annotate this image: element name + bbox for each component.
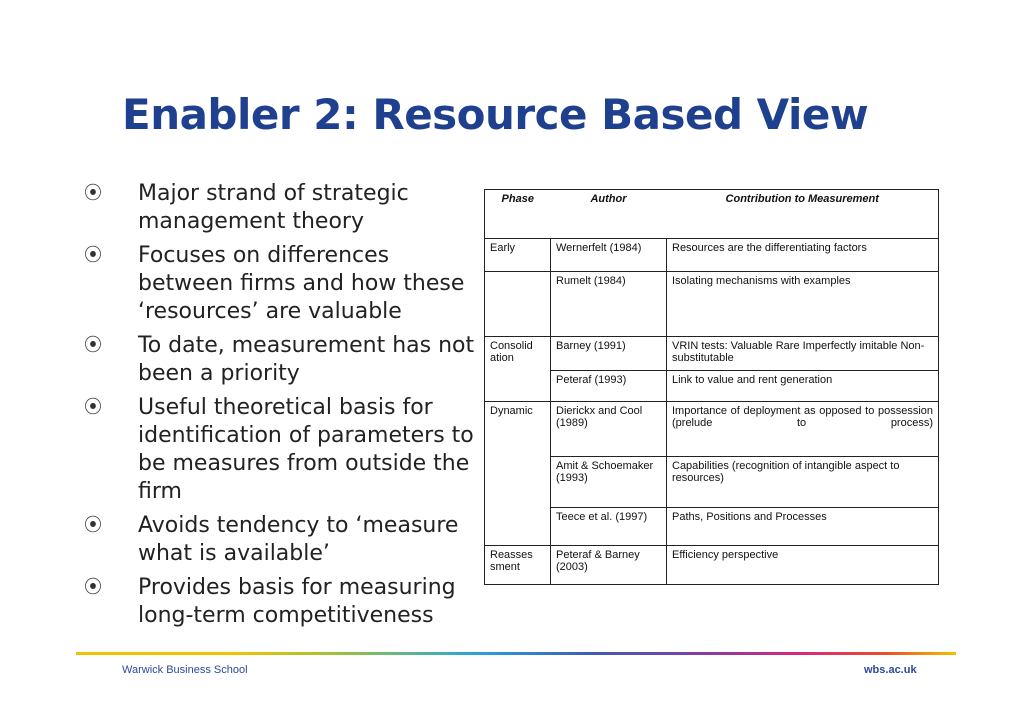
bullet-text: To date, measurement has not been a priority [138,333,475,386]
cell-phase [485,457,551,508]
cell-contribution: Paths, Positions and Processes [667,508,939,546]
circled-dot-icon: ⦿ [84,577,102,598]
slide-title: Enabler 2: Resource Based View [122,90,869,139]
table-row [485,239,939,272]
cell-contribution: Efficiency perspective [667,546,939,585]
cell-phase [485,272,551,337]
cell-author: Amit & Schoemaker (1993) [551,457,667,508]
bullet-item [84,574,476,630]
bullet-item [84,242,476,326]
bullet-text: Major strand of strategic management theory [138,181,409,234]
footer-rule [76,652,956,655]
cell-contribution: VRIN tests: Valuable Rare Imperfectly imitable Non-substitutable [667,337,939,371]
header-author: Author [551,190,667,239]
cell-author: Peteraf & Barney (2003) [551,546,667,585]
header-contribution: Contribution to Measurement [667,190,939,239]
cell-author: Teece et al. (1997) [551,508,667,546]
cell-author: Barney (1991) [551,337,667,371]
bullet-item [84,180,476,236]
table-row [485,546,939,585]
bullet-item [84,394,476,506]
cell-author: Peteraf (1993) [551,371,667,402]
bullet-text: Useful theoretical basis for identification of parameters to be measures from outside the firm [138,395,474,504]
header-phase: Phase [485,190,551,239]
bullet-list [84,180,476,636]
bullet-text: Provides basis for measuring long-term competitiveness [138,575,456,628]
footer-school-name: Warwick Business School [122,664,248,676]
cell-phase [485,371,551,402]
bullet-text: Focuses on differences between firms and how these ‘resources’ are valuable [138,243,465,324]
table-row [485,457,939,508]
table-row [485,402,939,457]
cell-phase: Reasses sment [485,546,551,585]
circled-dot-icon: ⦿ [84,183,102,204]
cell-author: Wernerfelt (1984) [551,239,667,272]
circled-dot-icon: ⦿ [84,335,102,356]
table-row [485,508,939,546]
cell-phase: Dynamic [485,402,551,457]
rbv-table [484,189,939,585]
circled-dot-icon: ⦿ [84,245,102,266]
table-row [485,337,939,371]
cell-author: Rumelt (1984) [551,272,667,337]
cell-contribution: Resources are the differentiating factors [667,239,939,272]
table-row [485,272,939,337]
bullet-item [84,332,476,388]
cell-phase: Early [485,239,551,272]
circled-dot-icon: ⦿ [84,397,102,418]
bullet-item [84,512,476,568]
cell-author: Dierickx and Cool (1989) [551,402,667,457]
cell-contribution: Capabilities (recognition of intangible aspect to resources) [667,457,939,508]
cell-contribution: Importance of deployment as opposed to possession (prelude to process) [667,402,939,457]
table-row [485,371,939,402]
table-header-row [485,190,939,239]
circled-dot-icon: ⦿ [84,515,102,536]
cell-phase: Consolid ation [485,337,551,371]
bullet-text: Avoids tendency to ‘measure what is available’ [138,513,459,566]
footer-website: wbs.ac.uk [864,664,917,676]
cell-phase [485,508,551,546]
cell-contribution: Link to value and rent generation [667,371,939,402]
cell-contribution: Isolating mechanisms with examples [667,272,939,337]
